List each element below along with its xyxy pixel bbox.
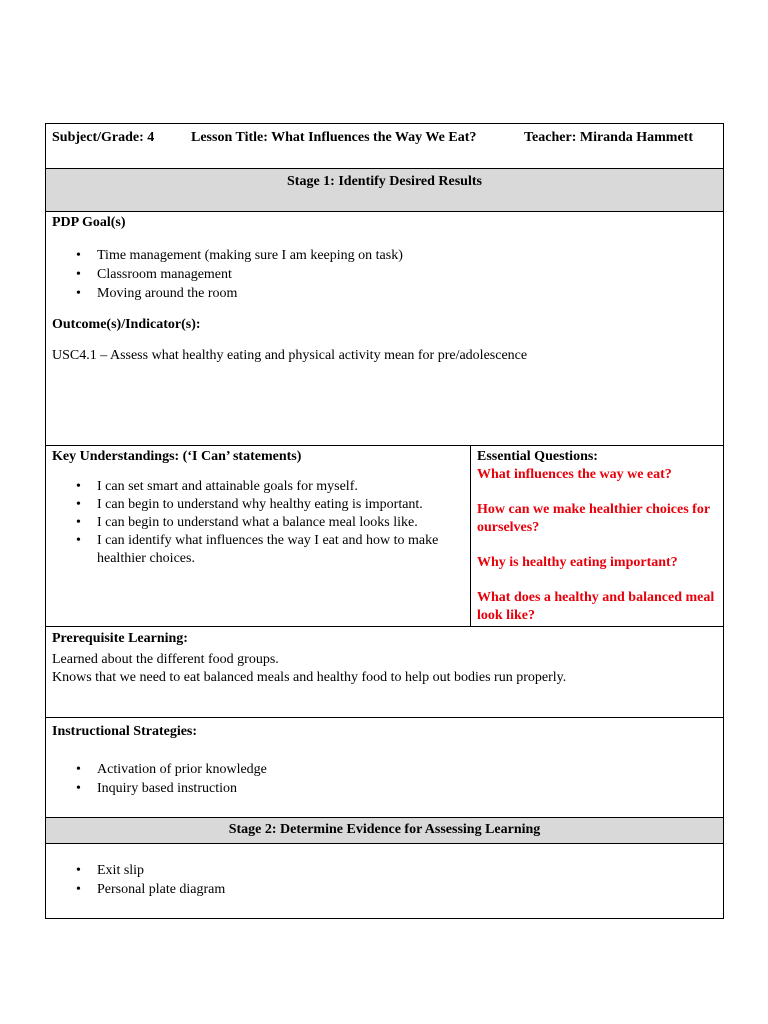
list-item: • Moving around the room [97,284,717,303]
prerequisite-label: Prerequisite Learning: [52,631,188,646]
list-item: • Exit slip [97,861,717,880]
essential-question-4: What does a healthy and balanced meal look like? [477,590,715,623]
essential-question-3: Why is healthy eating important? [477,555,678,570]
essential-questions-cell [471,446,723,626]
list-item: • Personal plate diagram [97,880,717,899]
understandings-questions-row [46,446,723,627]
stage1-heading [46,169,723,212]
list-item: • Inquiry based instruction [97,779,717,798]
key-understandings-cell [46,446,471,626]
stage1-title: Stage 1: Identify Desired Results [287,174,482,189]
outcome-label: Outcome(s)/Indicator(s): [52,317,201,332]
prerequisite-line-2: Knows that we need to eat balanced meals and healthy food to help out bodies run properly. [52,670,567,685]
lesson-plan-table [45,123,724,919]
header-row [46,124,723,169]
essential-question-2: How can we make healthier choices for ourselves? [477,502,710,535]
outcome-text: USC4.1 – Assess what healthy eating and physical activity mean for pre/adolescence [52,348,528,363]
stage2-title: Stage 2: Determine Evidence for Assessing Learning [228,822,541,837]
pdp-label: PDP Goal(s) [52,215,126,230]
evidence-list [52,861,717,899]
prerequisite-section [46,627,723,718]
list-item: • Activation of prior knowledge [97,760,717,779]
essential-questions-label: Essential Questions: [477,449,598,464]
prerequisite-line-1: Learned about the different food groups. [52,652,279,667]
list-item: • I can begin to understand what a balance meal looks like. [97,514,464,532]
list-item: • I can set smart and attainable goals for myself. [97,478,464,496]
instructional-section [46,718,723,818]
essential-question-1: What influences the way we eat? [477,467,672,482]
key-understandings-list [52,478,464,568]
evidence-section [46,844,723,918]
list-item: • Time management (making sure I am keeping on task) [97,246,717,265]
instructional-list [52,760,717,798]
pdp-section [46,212,723,446]
list-item: • Classroom management [97,265,717,284]
lesson-title: Lesson Title: What Influences the Way We Eat? [191,130,477,145]
list-item: • I can identify what influences the way I eat and how to make healthier choices. [97,532,464,568]
stage2-heading [46,818,723,844]
list-item: • I can begin to understand why healthy eating is important. [97,496,464,514]
key-understandings-label: Key Understandings: (‘I Can’ statements) [52,449,302,464]
instructional-label: Instructional Strategies: [52,724,198,739]
teacher-name: Teacher: Miranda Hammett [524,130,693,145]
pdp-list [52,246,717,303]
subject-grade: Subject/Grade: 4 [52,130,155,145]
